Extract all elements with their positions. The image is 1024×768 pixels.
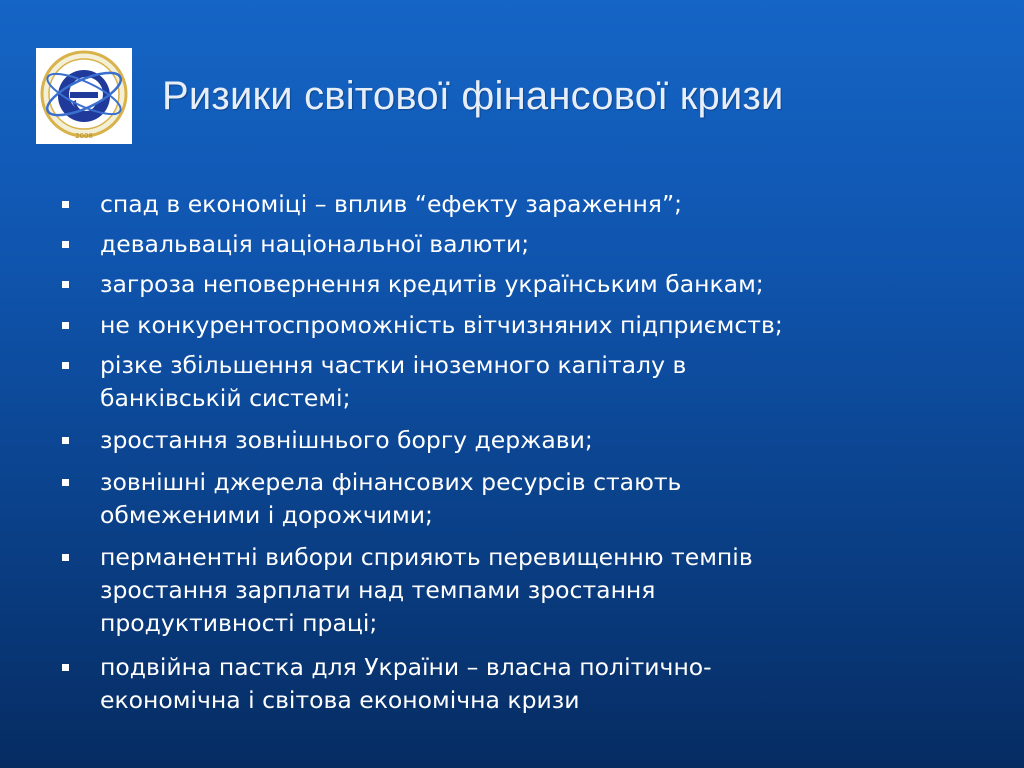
bullet-item: [100, 651, 930, 717]
logo-year: 2008: [75, 132, 93, 140]
bullet-text-line: загроза неповернення кредитів українським банкам;: [100, 270, 764, 298]
bullet-text-line: не конкурентоспроможність вітчизняних підприємств;: [100, 311, 783, 339]
e-letter-emblem-icon: [36, 48, 132, 144]
bullet-text-line: подвійна пастка для України – власна політично-: [100, 653, 712, 681]
bullet-text-line: перманентні вибори сприяють перевищенню темпів: [100, 543, 753, 571]
bullet-square-icon: [62, 554, 69, 561]
bullet-text-line: банківській системі;: [100, 384, 351, 412]
bullet-item: [100, 309, 930, 342]
bullet-text-line: зовнішні джерела фінансових ресурсів стають: [100, 468, 682, 496]
bullet-item: [100, 466, 930, 532]
bullet-item: [100, 228, 930, 261]
bullet-square-icon: [62, 281, 69, 288]
bullet-square-icon: [62, 241, 69, 248]
bullet-text-line: економічна і світова економічна кризи: [100, 686, 580, 714]
bullet-square-icon: [62, 362, 69, 369]
bullet-text-line: продуктивності праці;: [100, 609, 378, 637]
bullet-item: [100, 541, 930, 640]
bullet-text-line: девальвація національної валюти;: [100, 230, 530, 258]
bullet-square-icon: [62, 322, 69, 329]
bullet-item: [100, 349, 930, 415]
bullet-text-line: зростання зарплати над темпами зростання: [100, 576, 656, 604]
slide-title: Ризики світової фінансової кризи: [162, 74, 784, 118]
bullet-text-line: зростання зовнішнього боргу держави;: [100, 426, 593, 454]
bullet-square-icon: [62, 664, 69, 671]
bullet-square-icon: [62, 437, 69, 444]
bullet-item: [100, 268, 930, 301]
logo: [36, 48, 132, 144]
bullet-square-icon: [62, 201, 69, 208]
bullet-text-line: обмеженими і дорожчими;: [100, 501, 433, 529]
bullet-square-icon: [62, 479, 69, 486]
bullet-text-line: спад в економіці – вплив “ефекту зараження”;: [100, 190, 683, 218]
bullet-item: [100, 188, 930, 221]
bullet-item: [100, 424, 930, 457]
bullet-text-line: різке збільшення частки іноземного капіталу в: [100, 351, 687, 379]
